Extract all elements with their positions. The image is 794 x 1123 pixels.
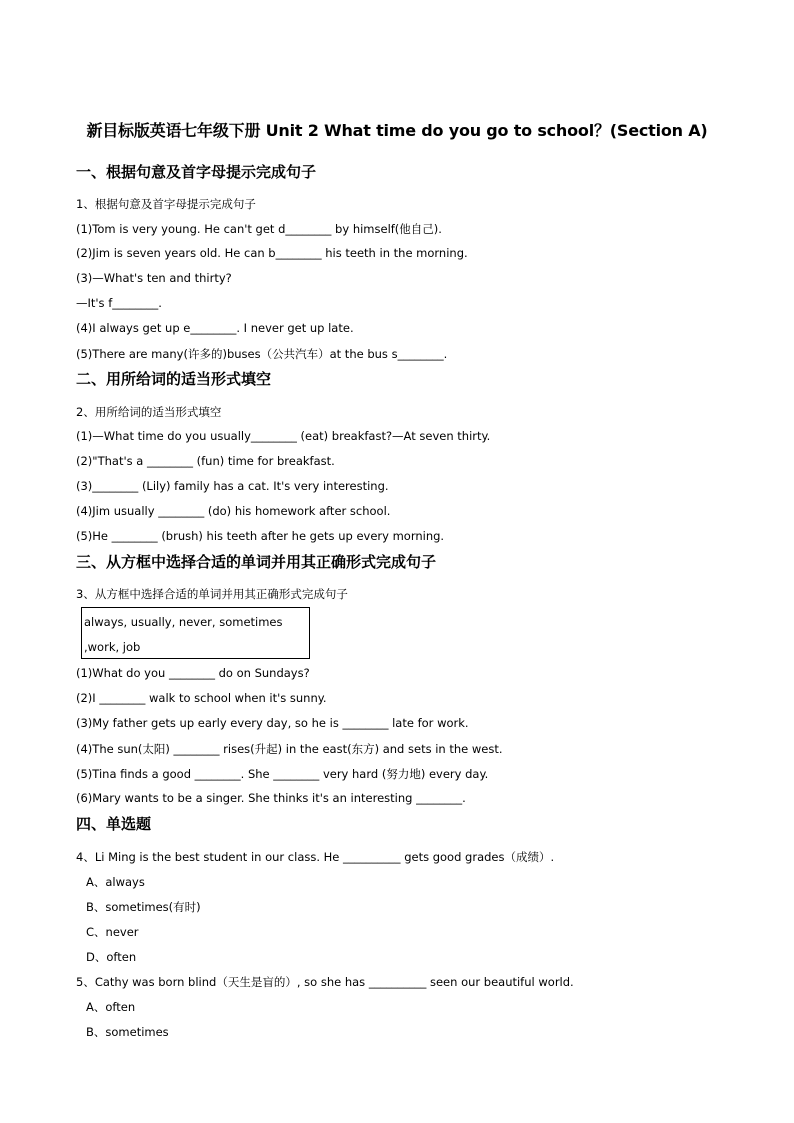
question-line: (3)—What's ten and thirty? bbox=[76, 271, 232, 285]
question-line: (2)Jim is seven years old. He can b________ his teeth in the morning. bbox=[76, 246, 468, 260]
question-line: (3)My father gets up early every day, so he is ________ late for work. bbox=[76, 716, 469, 730]
question-line: (5)He ________ (brush) his teeth after he gets up every morning. bbox=[76, 529, 445, 543]
question-line: (1)What do you ________ do on Sundays? bbox=[76, 666, 310, 680]
section-1-heading: 一、根据句意及首字母提示完成句子 bbox=[76, 163, 317, 181]
question-line: (4)Jim usually ________ (do) his homework after school. bbox=[76, 504, 391, 518]
question-line: (4)I always get up e________. I never get up late. bbox=[76, 321, 354, 335]
question-line: (2)I ________ walk to school when it's sunny. bbox=[76, 691, 327, 705]
answer-option: A、often bbox=[86, 1000, 136, 1014]
question-line: (6)Mary wants to be a singer. She thinks it's an interesting ________. bbox=[76, 791, 466, 805]
question-line: (2)"That's a ________ (fun) time for breakfast. bbox=[76, 454, 335, 468]
section-2-heading: 二、用所给词的适当形式填空 bbox=[76, 370, 272, 388]
word-box bbox=[81, 607, 310, 659]
answer-option: C、never bbox=[86, 925, 139, 939]
section-2-instruction: 2、用所给词的适当形式填空 bbox=[76, 405, 222, 419]
section-3-heading: 三、从方框中选择合适的单词并用其正确形式完成句子 bbox=[76, 553, 437, 571]
answer-option: B、sometimes(有时) bbox=[86, 900, 201, 914]
answer-option: B、sometimes bbox=[86, 1025, 169, 1039]
question-line: (5)Tina finds a good ________. She ________ very hard (努力地) every day. bbox=[76, 767, 489, 781]
question-line: (1)—What time do you usually________ (eat) breakfast?—At seven thirty. bbox=[76, 429, 491, 443]
question-stem: 4、Li Ming is the best student in our class. He __________ gets good grades（成绩）. bbox=[76, 850, 555, 864]
answer-option: A、always bbox=[86, 875, 145, 889]
section-4-heading: 四、单选题 bbox=[76, 815, 152, 833]
question-line: —It's f________. bbox=[76, 296, 162, 310]
question-line: (1)Tom is very young. He can't get d________ by himself(他自己). bbox=[76, 222, 442, 236]
question-line: (4)The sun(太阳) ________ rises(升起) in the east(东方) and sets in the west. bbox=[76, 742, 503, 756]
question-line: (3)________ (Lily) family has a cat. It's very interesting. bbox=[76, 479, 389, 493]
question-stem: 5、Cathy was born blind（天生是盲的）, so she has __________ seen our beautiful world. bbox=[76, 975, 574, 989]
word-box-line: ,work, job bbox=[84, 640, 141, 654]
section-3-instruction: 3、从方框中选择合适的单词并用其正确形式完成句子 bbox=[76, 587, 348, 601]
answer-option: D、often bbox=[86, 950, 137, 964]
word-box-line: always, usually, never, sometimes bbox=[84, 615, 283, 629]
page-title: 新目标版英语七年级下册 Unit 2 What time do you go to school？(Section A) bbox=[86, 121, 708, 140]
question-line: (5)There are many(许多的)buses（公共汽车）at the bus s________. bbox=[76, 347, 448, 361]
section-1-instruction: 1、根据句意及首字母提示完成句子 bbox=[76, 197, 256, 211]
